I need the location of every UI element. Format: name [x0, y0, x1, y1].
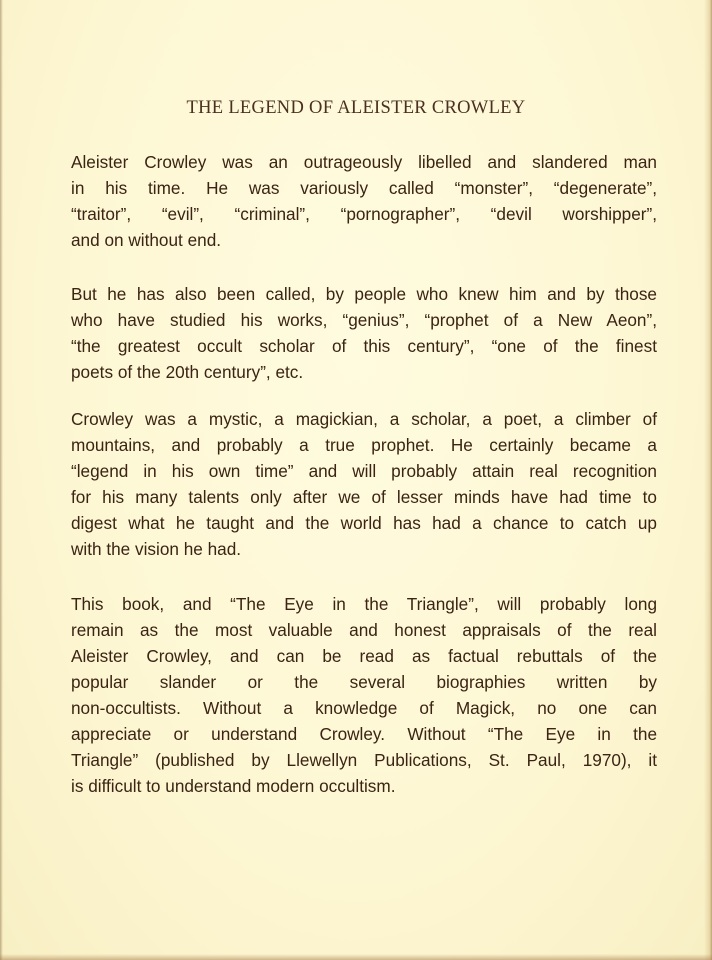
- paragraph-line: who have studied his works, “genius”, “prophet of a New Aeon”,: [71, 310, 657, 330]
- paragraph-line: popular slander or the several biographies written by: [71, 672, 657, 692]
- page-edge-bottom: [0, 954, 712, 960]
- paragraph-line: remain as the most valuable and honest appraisals of the real: [71, 620, 657, 640]
- paragraph-line: Triangle” (published by Llewellyn Publications, St. Paul, 1970), it: [71, 750, 657, 770]
- paragraph-line: But he has also been called, by people who knew him and by those: [71, 284, 657, 304]
- page-title: THE LEGEND OF ALEISTER CROWLEY: [186, 98, 526, 118]
- paragraph-line: with the vision he had.: [71, 539, 242, 559]
- paragraph-line: appreciate or understand Crowley. Without “The Eye in the: [71, 724, 657, 744]
- paragraph-line: digest what he taught and the world has had a chance to catch up: [71, 513, 657, 533]
- paragraph-line: This book, and “The Eye in the Triangle”, will probably long: [71, 594, 657, 614]
- paragraph-line: Crowley was a mystic, a magickian, a scholar, a poet, a climber of: [71, 409, 657, 429]
- paragraph-line: poets of the 20th century”, etc.: [71, 362, 304, 382]
- paragraph-line: “the greatest occult scholar of this century”, “one of the finest: [71, 336, 657, 356]
- page-edge-left: [0, 0, 3, 960]
- paragraph-line: mountains, and probably a true prophet. He certainly became a: [71, 435, 657, 455]
- paragraph-line: non-occultists. Without a knowledge of Magick, no one can: [71, 698, 657, 718]
- paragraph-line: Aleister Crowley was an outrageously libelled and slandered man: [71, 152, 657, 172]
- paragraph-line: is difficult to understand modern occultism.: [71, 776, 396, 796]
- paragraph-line: in his time. He was variously called “monster”, “degenerate”,: [71, 178, 657, 198]
- paragraph-line: and on without end.: [71, 230, 222, 250]
- page-edge-right: [704, 0, 712, 960]
- paragraph-line: “legend in his own time” and will probably attain real recognition: [71, 461, 657, 481]
- paragraph-line: for his many talents only after we of lesser minds have had time to: [71, 487, 657, 507]
- paragraph-line: Aleister Crowley, and can be read as factual rebuttals of the: [71, 646, 657, 666]
- paragraph-line: “traitor”, “evil”, “criminal”, “pornographer”, “devil worshipper”,: [71, 204, 657, 224]
